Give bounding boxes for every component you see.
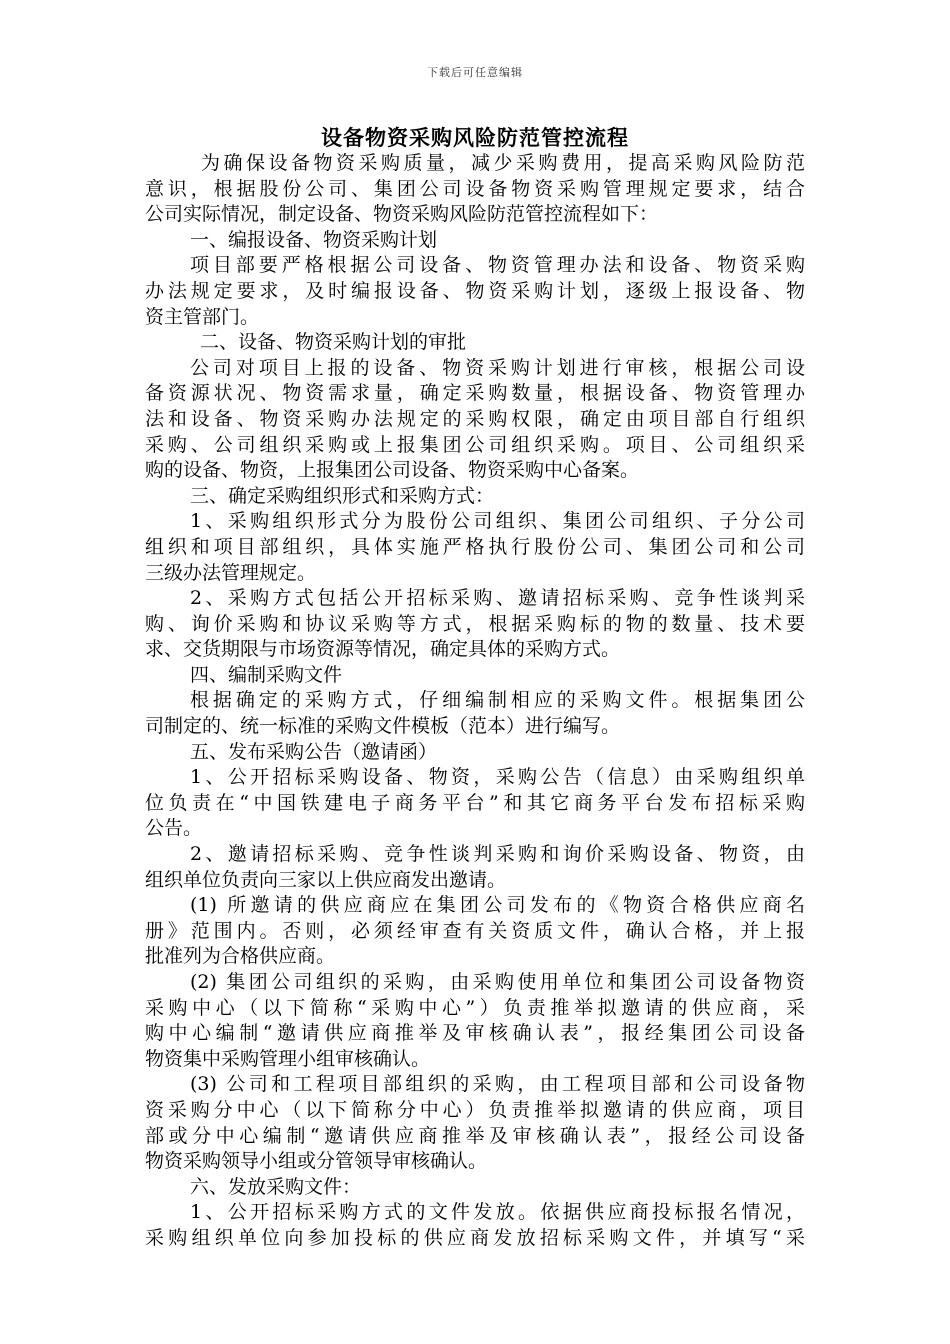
paragraph-line: 采购、公司组织采购或上报集团公司组织采购。项目、公司组织采 <box>145 433 805 456</box>
paragraph-line: 组织和项目部组织，具体实施严格执行股份公司、集团公司和公司 <box>145 535 805 558</box>
paragraph-line: 2、邀请招标采购、竞争性谈判采购和询价采购设备、物资，由 <box>190 843 805 866</box>
paragraph-line: (3) 公司和工程项目部组织的采购，由工程项目部和公司设备物 <box>190 1073 805 1096</box>
document-title: 设备物资采购风险防范管控流程 <box>321 125 629 150</box>
paragraph-line: 册》范围内。否则，必须经审查有关资质文件，确认合格，并上报 <box>145 919 805 942</box>
section-heading: 一、编报设备、物资采购计划 <box>190 228 438 251</box>
paragraph-line: 项目部要严格根据公司设备、物资管理办法和设备、物资采购 <box>190 254 805 277</box>
paragraph-line: 公司对项目上报的设备、物资采购计划进行审核，根据公司设 <box>190 356 805 379</box>
paragraph-line: 购、询价采购和协议采购等方式，根据采购标的物的数量、技术要 <box>145 612 805 635</box>
page-header: 下载后可任意编辑 <box>427 66 523 79</box>
paragraph-line: 购的设备、物资，上报集团公司设备、物资采购中心备案。 <box>145 459 640 482</box>
paragraph-line: 求、交货期限与市场资源等情况，确定具体的采购方式。 <box>145 638 621 661</box>
paragraph-line: 备资源状况、物资需求量，确定采购数量，根据设备、物资管理办 <box>145 382 805 405</box>
paragraph-line: 购中心编制“邀请供应商推举及审核确认表”，报经集团公司设备 <box>145 1022 805 1045</box>
paragraph-line: 1、采购组织形式分为股份公司组织、集团公司组织、子分公司 <box>190 510 805 533</box>
paragraph-line: 意识，根据股份公司、集团公司设备物资采购管理规定要求，结合 <box>145 177 805 200</box>
section-heading: 三、确定采购组织形式和采购方式： <box>190 484 495 507</box>
paragraph-line: 1、公开招标采购方式的文件发放。依据供应商投标报名情况， <box>190 1201 805 1224</box>
paragraph-line: 公告。 <box>145 817 203 840</box>
paragraph-line: (1) 所邀请的供应商应在集团公司发布的《物资合格供应商名 <box>190 894 805 917</box>
paragraph-line: 物资集中采购管理小组审核确认。 <box>145 1047 431 1070</box>
paragraph-line: 资主管部门。 <box>145 305 260 328</box>
document-body <box>145 151 805 1252</box>
section-heading: 六、发放采购文件： <box>190 1175 362 1198</box>
paragraph-line: 资采购分中心（以下简称分中心）负责推举拟邀请的供应商，项目 <box>145 1098 805 1121</box>
paragraph-line: 为确保设备物资采购质量，减少采购费用，提高采购风险防范 <box>201 152 805 174</box>
paragraph-line: 2、采购方式包括公开招标采购、邀请招标采购、竞争性谈判采 <box>190 587 805 610</box>
paragraph-line: 批准列为合格供应商。 <box>145 945 336 968</box>
paragraph-line: 办法规定要求，及时编报设备、物资采购计划，逐级上报设备、物 <box>145 279 805 302</box>
paragraph-line: 根据确定的采购方式，仔细编制相应的采购文件。根据集团公 <box>190 689 805 712</box>
paragraph-line: 法和设备、物资采购办法规定的采购权限，确定由项目部自行组织 <box>145 407 805 430</box>
paragraph-line: 部或分中心编制“邀请供应商推举及审核确认表”，报经公司设备 <box>145 1124 805 1147</box>
section-heading: 四、编制采购文件 <box>190 663 343 686</box>
paragraph-line: 1、公开招标采购设备、物资，采购公告（信息）由采购组织单 <box>190 766 805 789</box>
paragraph-line: 公司实际情况，制定设备、物资采购风险防范管控流程如下： <box>145 203 659 226</box>
paragraph-line: 三级办法管理规定。 <box>145 561 317 584</box>
paragraph-line: 司制定的、统一标准的采购文件模板（范本）进行编写。 <box>145 715 621 738</box>
paragraph-line: 采购中心（以下简称“采购中心”）负责推举拟邀请的供应商，采 <box>145 996 805 1019</box>
paragraph-line: 采购组织单位向参加投标的供应商发放招标采购文件，并填写“采 <box>145 1226 805 1249</box>
section-heading: 二、设备、物资采购计划的审批 <box>200 331 467 354</box>
section-heading: 五、发布采购公告（邀请函） <box>190 740 438 763</box>
paragraph-line: (2) 集团公司组织的采购，由采购使用单位和集团公司设备物资 <box>190 971 805 993</box>
paragraph-line: 位负责在“中国铁建电子商务平台”和其它商务平台发布招标采购 <box>145 791 805 814</box>
paragraph-line: 物资采购领导小组或分管领导审核确认。 <box>145 1150 488 1173</box>
paragraph-line: 组织单位负责向三家以上供应商发出邀请。 <box>145 868 507 891</box>
